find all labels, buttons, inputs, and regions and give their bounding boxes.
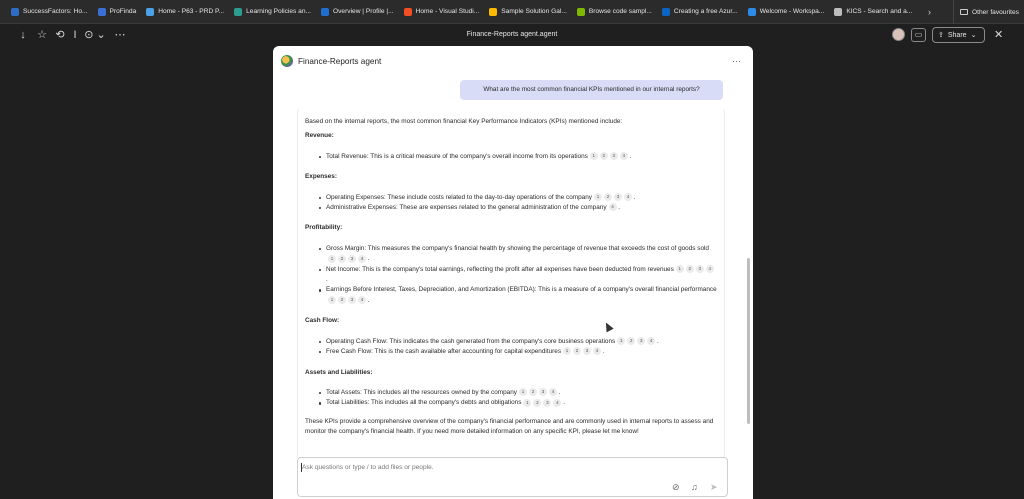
favicon-icon: [146, 8, 154, 16]
more-options-icon[interactable]: ⋯: [114, 29, 126, 41]
favicon-icon: [748, 8, 756, 16]
kpi-text: Operating Expenses: These include costs related to the day-to-day operations of the company: [326, 193, 592, 201]
citation-badge[interactable]: 3: [348, 296, 356, 304]
share-icon: ⇪: [938, 32, 944, 39]
favourite-link[interactable]: [229, 0, 316, 24]
citation-badge[interactable]: 4: [609, 203, 617, 211]
section-title: Expenses:: [305, 173, 337, 181]
comment-icon: ▭: [914, 30, 923, 39]
kpi-text: Net Income: This is the company's total earnings, reflecting the profit after all expenses have been deducted from revenues: [326, 265, 674, 273]
citation-badge[interactable]: 1: [328, 296, 336, 304]
favourite-link[interactable]: [743, 0, 830, 24]
input-placeholder: Ask questions or type / to add files or people.: [302, 464, 434, 471]
kpi-list: [305, 337, 717, 358]
chat-input[interactable]: [297, 457, 728, 497]
separator-icon: I: [73, 29, 77, 41]
citation-badge[interactable]: 3: [539, 388, 547, 396]
kpi-text: Total Assets: This includes all the resources owned by the company: [326, 388, 517, 396]
agent-chat-panel: [273, 46, 753, 499]
citation-badge[interactable]: 2: [627, 337, 635, 345]
kpi-list-item: [305, 398, 717, 408]
favourite-link[interactable]: [484, 0, 572, 24]
favicon-icon: [489, 8, 497, 16]
sentence-period: .: [655, 337, 659, 345]
favourite-link[interactable]: [572, 0, 657, 24]
favourite-label: Creating a free Azur...: [673, 8, 738, 15]
share-label: Share: [947, 31, 967, 39]
response-sections: [305, 131, 717, 408]
citation-badge[interactable]: 3: [610, 152, 618, 160]
favicon-icon: [577, 8, 585, 16]
section-title: Cash Flow:: [305, 317, 340, 325]
favicon-icon: [234, 8, 242, 16]
citation-badge[interactable]: 1: [594, 193, 602, 201]
citation-badge[interactable]: 4: [553, 399, 561, 407]
citation-badge[interactable]: 2: [686, 265, 694, 273]
citation-badge[interactable]: 1: [617, 337, 625, 345]
sentence-period: .: [366, 296, 370, 304]
favicon-icon: [321, 8, 329, 16]
agent-name: Finance-Reports agent: [298, 56, 382, 66]
citation-badge[interactable]: 3: [696, 265, 704, 273]
citation-badge[interactable]: 4: [358, 296, 366, 304]
info-menu-icon[interactable]: ⊙ ⌄: [84, 29, 106, 41]
kpi-list: [305, 193, 717, 214]
kpi-list-item: [305, 388, 717, 398]
favicon-icon: [834, 8, 842, 16]
favorite-star-icon[interactable]: ☆: [37, 29, 47, 41]
folder-icon: [960, 9, 968, 15]
favicon-icon: [98, 8, 106, 16]
favourite-label: Browse code sampl...: [588, 8, 652, 15]
kpi-text: Earnings Before Interest, Taxes, Depreciation, and Amortization (EBITDA): This is a measure of a company's overall financial performance: [326, 286, 717, 294]
favicon-icon: [11, 8, 19, 16]
document-toolbar: [0, 24, 1024, 46]
citation-badge[interactable]: 4: [647, 337, 655, 345]
favourite-label: Learning Policies an...: [246, 8, 311, 15]
kpi-list: [305, 388, 717, 409]
kpi-list-item: [305, 152, 717, 162]
favourite-label: Sample Solution Gal...: [501, 8, 567, 15]
kpi-list: [305, 152, 717, 162]
favourite-link[interactable]: [6, 0, 93, 24]
citation-badge[interactable]: 2: [604, 193, 612, 201]
citation-badge[interactable]: 1: [519, 388, 527, 396]
favourites-overflow-chevron[interactable]: ›: [928, 7, 931, 17]
kpi-text: Free Cash Flow: This is the cash available after accounting for capital expenditures: [326, 348, 562, 356]
refresh-icon[interactable]: ⟲: [55, 29, 65, 41]
microphone-icon[interactable]: ♫: [691, 482, 698, 492]
sentence-period: .: [627, 152, 632, 160]
favourite-label: KICS - Search and a...: [846, 8, 913, 15]
citation-badge[interactable]: 4: [620, 152, 628, 160]
more-options-icon[interactable]: ⋯: [732, 56, 741, 66]
kpi-list-item: [305, 193, 717, 203]
favourite-label: Home - P63 - PRD P...: [158, 8, 225, 15]
citation-badge[interactable]: 2: [533, 399, 541, 407]
kpi-text: Total Liabilities: This includes all the company's debts and obligations: [326, 399, 522, 407]
attach-icon[interactable]: ⊘: [672, 482, 680, 492]
other-favourites-label: Other favourites: [972, 8, 1019, 16]
file-title: Finance-Reports agent.agent: [466, 31, 558, 38]
citation-badge[interactable]: 1: [563, 347, 571, 355]
sentence-period: .: [601, 348, 605, 356]
kpi-list-item: [305, 285, 717, 306]
section-title: Assets and Liabilities:: [305, 368, 373, 376]
agent-header: [281, 55, 381, 67]
sentence-period: .: [366, 255, 370, 263]
avatar[interactable]: [892, 28, 905, 41]
share-button[interactable]: [932, 27, 985, 43]
response-closing: These KPIs provide a comprehensive overview of the company's financial performance and are commonly used in internal reports to assess and monitor the company's financial health. If you need more detailed information on any specific KPI, please let me know!: [305, 417, 714, 436]
kpi-list-item: [305, 347, 717, 357]
citation-badge[interactable]: 3: [583, 347, 591, 355]
section-title: Profitability:: [305, 224, 343, 232]
citation-badge[interactable]: 2: [573, 347, 581, 355]
close-icon[interactable]: ✕: [994, 29, 1004, 41]
other-favourites-folder[interactable]: [953, 0, 1019, 24]
user-message: What are the most common financial KPIs mentioned in our internal reports?: [460, 80, 723, 100]
kpi-text: Gross Margin: This measures the company's financial health by showing the percentage of revenue that exceeds the cost of goods sold: [326, 244, 709, 252]
sentence-period: .: [561, 399, 565, 407]
favourite-link[interactable]: [657, 0, 743, 24]
citation-badge[interactable]: 4: [706, 265, 714, 273]
sentence-period: .: [557, 388, 561, 396]
agent-response: [297, 108, 725, 460]
citation-badge[interactable]: 3: [348, 255, 356, 263]
favourite-link[interactable]: [829, 0, 917, 24]
citation-badge[interactable]: 1: [676, 265, 684, 273]
sentence-period: .: [326, 276, 328, 284]
scrollbar[interactable]: [747, 258, 750, 424]
sentence-period: .: [616, 204, 621, 212]
favourite-label: Home - Visual Studi...: [415, 8, 480, 15]
send-icon[interactable]: ➤: [710, 482, 718, 492]
agent-logo-icon: [281, 55, 293, 67]
download-icon[interactable]: ↓: [20, 29, 26, 41]
favourite-link[interactable]: [399, 0, 485, 24]
chevron-down-icon: ⌄: [970, 32, 977, 39]
citation-badge[interactable]: 4: [549, 388, 557, 396]
citation-badge[interactable]: 3: [637, 337, 645, 345]
sentence-period: .: [631, 193, 636, 201]
citation-badge[interactable]: 2: [600, 152, 608, 160]
citation-badge[interactable]: 4: [624, 193, 632, 201]
citation-badge[interactable]: 4: [593, 347, 601, 355]
kpi-list-item: [305, 265, 717, 286]
citation-badge[interactable]: 4: [358, 255, 366, 263]
citation-badge[interactable]: 1: [328, 255, 336, 263]
kpi-text: Operating Cash Flow: This indicates the cash generated from the company's core business operations: [326, 337, 616, 345]
citation-badge[interactable]: 1: [523, 399, 531, 407]
citation-badge[interactable]: 2: [338, 255, 346, 263]
favourite-label: SuccessFactors: Ho...: [23, 8, 88, 15]
favourite-label: ProFinda: [109, 8, 137, 15]
favourites-bar: [0, 0, 1024, 24]
kpi-text: Total Revenue: This is a critical measure of the company's overall income from its operations: [326, 152, 588, 160]
favourite-label: Overview | Profile |...: [333, 8, 394, 15]
favourite-link[interactable]: [93, 0, 142, 24]
favourite-link[interactable]: [141, 0, 229, 24]
citation-badge[interactable]: 3: [614, 193, 622, 201]
kpi-list-item: [305, 337, 717, 347]
favourite-label: Welcome - Workspa...: [759, 8, 825, 15]
citation-badge[interactable]: 1: [590, 152, 598, 160]
favicon-icon: [662, 8, 670, 16]
kpi-list-item: [305, 244, 717, 265]
section-title: Revenue:: [305, 132, 334, 140]
response-intro: Based on the internal reports, the most common financial Key Performance Indicators (KPIs) mentioned include:: [305, 118, 623, 125]
comment-button[interactable]: [911, 28, 926, 42]
kpi-text: Administrative Expenses: These are expenses related to the general administration of the company: [326, 204, 607, 212]
favourite-link[interactable]: [316, 0, 399, 24]
favicon-icon: [404, 8, 412, 16]
kpi-list-item: [305, 203, 717, 213]
kpi-list: [305, 244, 717, 306]
citation-badge[interactable]: 2: [529, 388, 537, 396]
citation-badge[interactable]: 3: [543, 399, 551, 407]
citation-badge[interactable]: 2: [338, 296, 346, 304]
